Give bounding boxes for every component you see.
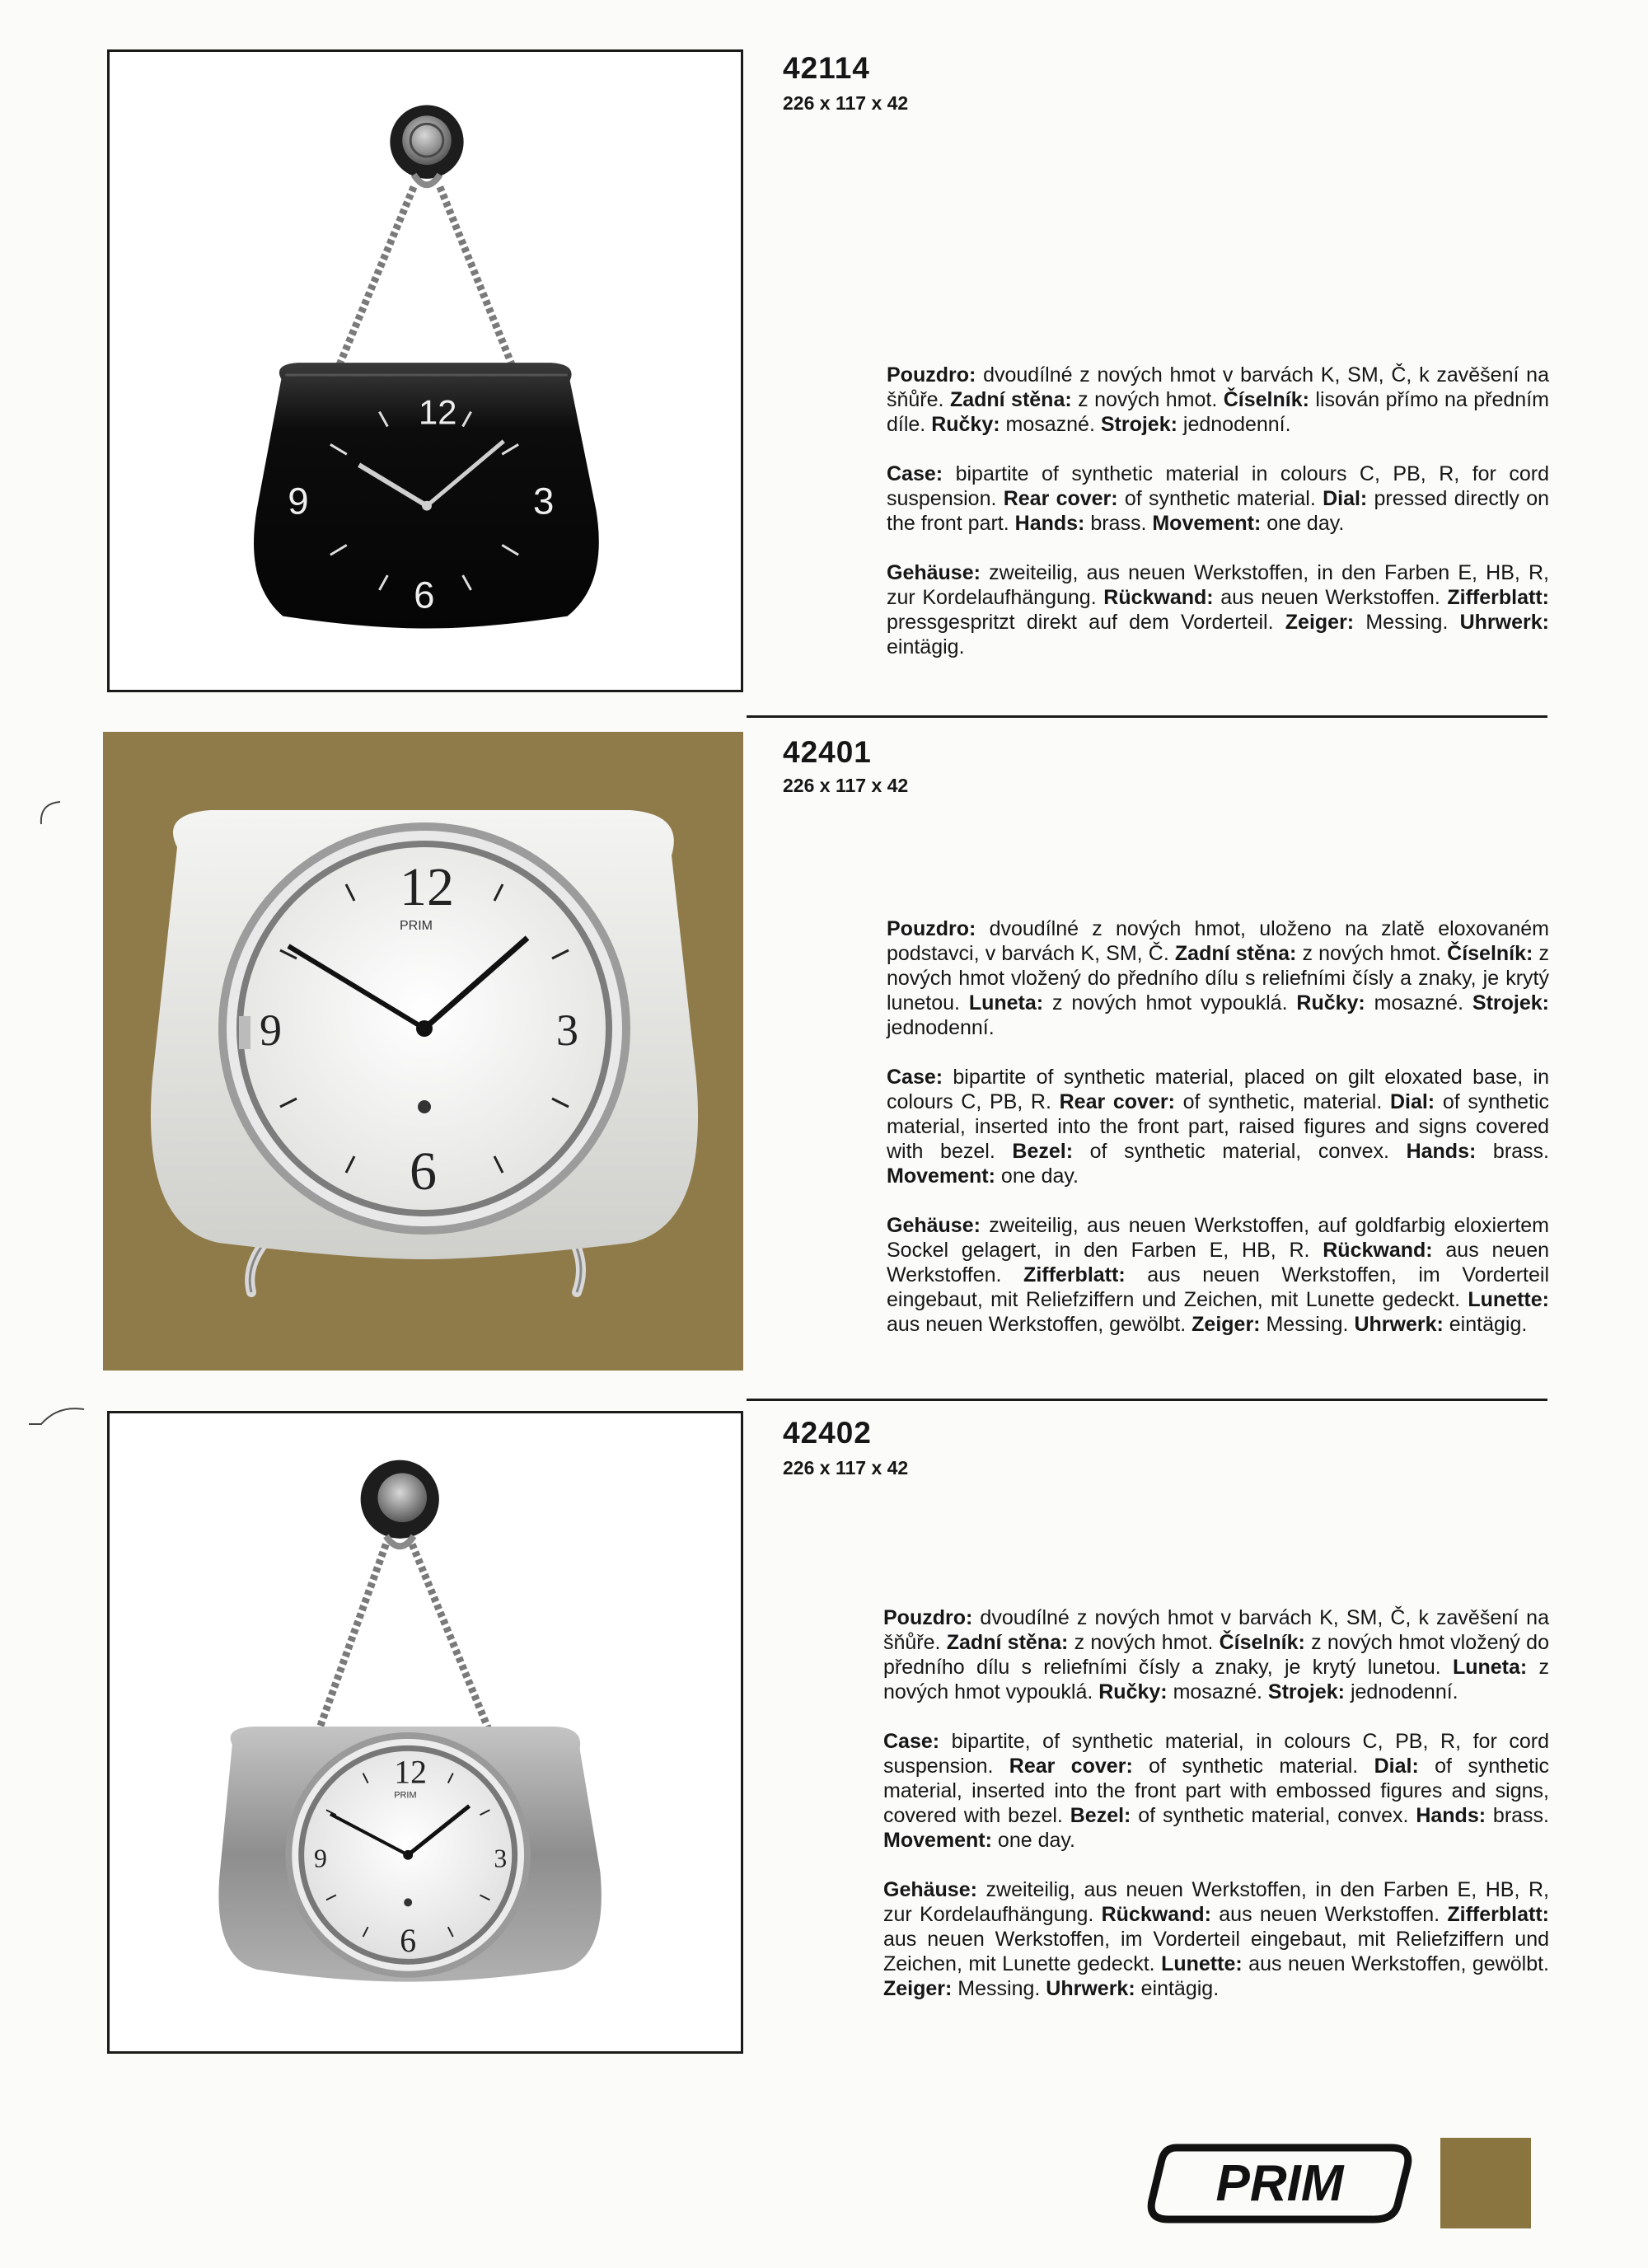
product-description: [887, 916, 1549, 1337]
dial-numeral-9: 9: [288, 480, 309, 522]
dial-brand: PRIM: [394, 1790, 417, 1801]
description-english: Case: bipartite, of synthetic material, in colours C, PB, R, for cord suspension. Rear cover: of synthetic material. Dial: of synthetic material, inserted into the front part with embossed figures and signs, covered with bezel. Bezel: of synthetic material, convex. Hands: brass. Movement: one day.: [883, 1730, 1550, 1852]
description-czech: Pouzdro: dvoudílné z nových hmot, uloženo na zlatě eloxovaném podstavci, v barvách K, SM, Č. Zadní stěna: z nových hmot. Číselník: z nových hmot vložený do předního dílu s reliefními čísly a znaky, je krytý lunetou. Luneta: z nových hmot vypouklá. Ručky: mosazné. Strojek: jednodenní.: [887, 917, 1549, 1039]
dial-numeral-6: 6: [414, 574, 435, 616]
clock-42401-image: [103, 732, 743, 1371]
description-german: Gehäuse: zweiteilig, aus neuen Werkstoffen, in den Farben E, HB, R, zur Kordelaufhängung. Rückwand: aus neuen Werkstoffen. Zifferblatt: aus neuen Werkstoffen, im Vorderteil eingebaut, mit Reliefziffern und Zeichen, mit Lunette gedeckt. Lunette: aus neuen Werkstoffen, gewölbt. Zeiger: Messing. Uhrwerk: eintägig.: [883, 1878, 1549, 2000]
model-number: 42401: [783, 735, 872, 769]
dial-numeral-12: 12: [419, 392, 457, 432]
dial-numeral-3: 3: [494, 1844, 508, 1873]
description-english: Case: bipartite of synthetic material, placed on gilt eloxated base, in colours C, PB, R. Rear cover: of synthetic, material. Dial: of synthetic material, inserted into the front part, raised figures and signs covered with bezel. Bezel: of synthetic material, convex. Hands: brass. Movement: one day.: [887, 1066, 1550, 1188]
description-czech: Pouzdro: dvoudílné z nových hmot v barvách K, SM, Č, k zavěšení na šňůře. Zadní stěna: z nových hmot. Číselník: lisován přímo na předním díle. Ručky: mosazné. Strojek: jednodenní.: [887, 363, 1549, 436]
dial-numeral-12: 12: [400, 857, 454, 917]
model-dimensions: 226 x 117 x 42: [783, 1457, 909, 1478]
product-photo-42401: [103, 732, 743, 1371]
color-swatch: [1440, 2138, 1531, 2228]
dial-numeral-9: 9: [314, 1844, 327, 1873]
product-photo-42114: [107, 49, 743, 692]
product-description: [883, 1605, 1549, 2001]
description-german: Gehäuse: zweiteilig, aus neuen Werkstoffen, in den Farben E, HB, R, zur Kordelaufhängung. Rückwand: aus neuen Werkstoffen. Zifferblatt: pressgespritzt direkt auf dem Vorderteil. Zeiger: Messing. Uhrwerk: eintägig.: [887, 561, 1549, 658]
brand-logo: [1144, 2141, 1416, 2223]
model-dimensions: 226 x 117 x 42: [783, 775, 909, 796]
description-english: Case: bipartite of synthetic material in colours C, PB, R, for cord suspension. Rear cover: of synthetic material. Dial: pressed directly on the front part. Hands: brass. Movement: one day.: [887, 462, 1549, 535]
section-divider: [747, 715, 1547, 718]
clock-42402-image: [110, 1413, 741, 2051]
model-dimensions: 226 x 117 x 42: [783, 92, 909, 114]
product-photo-42402: [107, 1411, 743, 2054]
clock-42114-image: [110, 52, 741, 690]
dial-numeral-9: 9: [260, 1005, 282, 1055]
paper-mark: [25, 1401, 91, 1434]
model-number: 42402: [783, 1416, 872, 1450]
dial-numeral-3: 3: [532, 480, 555, 522]
dial-numeral-3: 3: [556, 1005, 578, 1055]
section-divider: [747, 1399, 1547, 1401]
brand-logo-text: PRIM: [1215, 2155, 1344, 2212]
product-description: [887, 363, 1549, 659]
model-number: 42114: [783, 51, 870, 85]
dial-numeral-12: 12: [394, 1754, 427, 1791]
dial-numeral-6: 6: [400, 1922, 417, 1959]
description-czech: Pouzdro: dvoudílné z nových hmot v barvách K, SM, Č, k zavěšení na šňůře. Zadní stěna: z nových hmot. Číselník: z nových hmot vložený do předního dílu s reliefními čísly a znaky, je krytý lunetou. Luneta: z nových hmot vypouklá. Ručky: mosazné. Strojek: jednodenní.: [883, 1606, 1550, 1703]
dial-numeral-6: 6: [410, 1141, 437, 1202]
dial-brand: PRIM: [400, 919, 433, 933]
description-german: Gehäuse: zweiteilig, aus neuen Werkstoffen, auf goldfarbig eloxiertem Sockel gelagert, in den Farben E, HB, R. Rückwand: aus neuen Werkstoffen. Zifferblatt: aus neuen Werkstoffen, im Vorderteil eingebaut, mit Reliefziffern und Zeichen, mit Lunette gedeckt. Lunette: aus neuen Werkstoffen, gewölbt. Zeiger: Messing. Uhrwerk: eintägig.: [887, 1214, 1549, 1336]
paper-mark: [23, 795, 73, 836]
